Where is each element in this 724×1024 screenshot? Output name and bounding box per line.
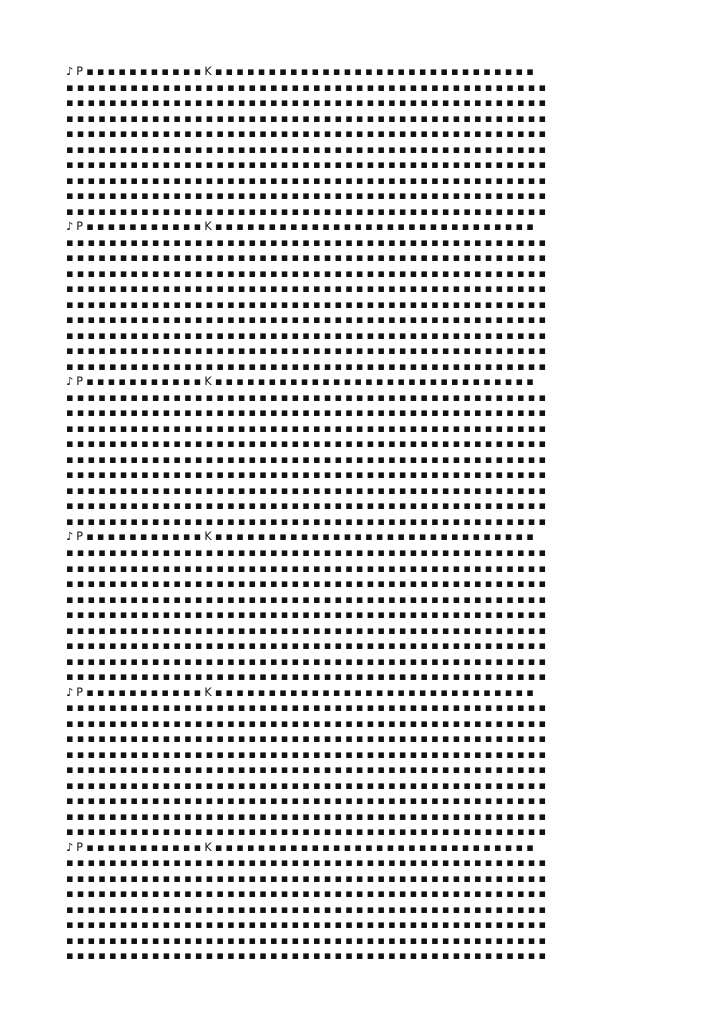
text-line: ▪ ▪ ▪ ▪ ▪ ▪ ▪ ▪ ▪ ▪ ▪ ▪ ▪ ▪ ▪ ▪ ▪ ▪ ▪ ▪ ▪ ▪ ▪ ▪ ▪ ▪ ▪ ▪ ▪ ▪ ▪ ▪ ▪ ▪ ▪ ▪ ▪ ▪ ▪ ▪ ▪ ▪ ▪ ▪ ▪: [66, 778, 546, 792]
text-line: ▪ ▪ ▪ ▪ ▪ ▪ ▪ ▪ ▪ ▪ ▪ ▪ ▪ ▪ ▪ ▪ ▪ ▪ ▪ ▪ ▪ ▪ ▪ ▪ ▪ ▪ ▪ ▪ ▪ ▪ ▪ ▪ ▪ ▪ ▪ ▪ ▪ ▪ ▪ ▪ ▪ ▪ ▪ ▪ ▪: [66, 235, 546, 249]
text-line: ▪ ▪ ▪ ▪ ▪ ▪ ▪ ▪ ▪ ▪ ▪ ▪ ▪ ▪ ▪ ▪ ▪ ▪ ▪ ▪ ▪ ▪ ▪ ▪ ▪ ▪ ▪ ▪ ▪ ▪ ▪ ▪ ▪ ▪ ▪ ▪ ▪ ▪ ▪ ▪ ▪ ▪ ▪ ▪ ▪: [66, 608, 546, 622]
text-line: ▪ ▪ ▪ ▪ ▪ ▪ ▪ ▪ ▪ ▪ ▪ ▪ ▪ ▪ ▪ ▪ ▪ ▪ ▪ ▪ ▪ ▪ ▪ ▪ ▪ ▪ ▪ ▪ ▪ ▪ ▪ ▪ ▪ ▪ ▪ ▪ ▪ ▪ ▪ ▪ ▪ ▪ ▪ ▪ ▪: [66, 809, 546, 823]
text-line: ▪ ▪ ▪ ▪ ▪ ▪ ▪ ▪ ▪ ▪ ▪ ▪ ▪ ▪ ▪ ▪ ▪ ▪ ▪ ▪ ▪ ▪ ▪ ▪ ▪ ▪ ▪ ▪ ▪ ▪ ▪ ▪ ▪ ▪ ▪ ▪ ▪ ▪ ▪ ▪ ▪ ▪ ▪ ▪ ▪: [66, 701, 546, 715]
text-line: ▪ ▪ ▪ ▪ ▪ ▪ ▪ ▪ ▪ ▪ ▪ ▪ ▪ ▪ ▪ ▪ ▪ ▪ ▪ ▪ ▪ ▪ ▪ ▪ ▪ ▪ ▪ ▪ ▪ ▪ ▪ ▪ ▪ ▪ ▪ ▪ ▪ ▪ ▪ ▪ ▪ ▪ ▪ ▪ ▪: [66, 499, 546, 513]
text-line: ▪ ▪ ▪ ▪ ▪ ▪ ▪ ▪ ▪ ▪ ▪ ▪ ▪ ▪ ▪ ▪ ▪ ▪ ▪ ▪ ▪ ▪ ▪ ▪ ▪ ▪ ▪ ▪ ▪ ▪ ▪ ▪ ▪ ▪ ▪ ▪ ▪ ▪ ▪ ▪ ▪ ▪ ▪ ▪ ▪: [66, 763, 546, 777]
text-line: ▪ ▪ ▪ ▪ ▪ ▪ ▪ ▪ ▪ ▪ ▪ ▪ ▪ ▪ ▪ ▪ ▪ ▪ ▪ ▪ ▪ ▪ ▪ ▪ ▪ ▪ ▪ ▪ ▪ ▪ ▪ ▪ ▪ ▪ ▪ ▪ ▪ ▪ ▪ ▪ ▪ ▪ ▪ ▪ ▪: [66, 794, 546, 808]
text-line: ▪ ▪ ▪ ▪ ▪ ▪ ▪ ▪ ▪ ▪ ▪ ▪ ▪ ▪ ▪ ▪ ▪ ▪ ▪ ▪ ▪ ▪ ▪ ▪ ▪ ▪ ▪ ▪ ▪ ▪ ▪ ▪ ▪ ▪ ▪ ▪ ▪ ▪ ▪ ▪ ▪ ▪ ▪ ▪ ▪: [66, 421, 546, 435]
text-line: ▪ ▪ ▪ ▪ ▪ ▪ ▪ ▪ ▪ ▪ ▪ ▪ ▪ ▪ ▪ ▪ ▪ ▪ ▪ ▪ ▪ ▪ ▪ ▪ ▪ ▪ ▪ ▪ ▪ ▪ ▪ ▪ ▪ ▪ ▪ ▪ ▪ ▪ ▪ ▪ ▪ ▪ ▪ ▪ ▪: [66, 856, 546, 870]
text-line: ▪ ▪ ▪ ▪ ▪ ▪ ▪ ▪ ▪ ▪ ▪ ▪ ▪ ▪ ▪ ▪ ▪ ▪ ▪ ▪ ▪ ▪ ▪ ▪ ▪ ▪ ▪ ▪ ▪ ▪ ▪ ▪ ▪ ▪ ▪ ▪ ▪ ▪ ▪ ▪ ▪ ▪ ▪ ▪ ▪: [66, 732, 546, 746]
garbled-text-block: [66, 64, 662, 964]
text-line: ▪ ▪ ▪ ▪ ▪ ▪ ▪ ▪ ▪ ▪ ▪ ▪ ▪ ▪ ▪ ▪ ▪ ▪ ▪ ▪ ▪ ▪ ▪ ▪ ▪ ▪ ▪ ▪ ▪ ▪ ▪ ▪ ▪ ▪ ▪ ▪ ▪ ▪ ▪ ▪ ▪ ▪ ▪ ▪ ▪: [66, 390, 546, 404]
text-line: ▪ ▪ ▪ ▪ ▪ ▪ ▪ ▪ ▪ ▪ ▪ ▪ ▪ ▪ ▪ ▪ ▪ ▪ ▪ ▪ ▪ ▪ ▪ ▪ ▪ ▪ ▪ ▪ ▪ ▪ ▪ ▪ ▪ ▪ ▪ ▪ ▪ ▪ ▪ ▪ ▪ ▪ ▪ ▪ ▪: [66, 716, 546, 730]
text-line: ▪ ▪ ▪ ▪ ▪ ▪ ▪ ▪ ▪ ▪ ▪ ▪ ▪ ▪ ▪ ▪ ▪ ▪ ▪ ▪ ▪ ▪ ▪ ▪ ▪ ▪ ▪ ▪ ▪ ▪ ▪ ▪ ▪ ▪ ▪ ▪ ▪ ▪ ▪ ▪ ▪ ▪ ▪ ▪ ▪: [66, 173, 546, 187]
text-line: ▪ ▪ ▪ ▪ ▪ ▪ ▪ ▪ ▪ ▪ ▪ ▪ ▪ ▪ ▪ ▪ ▪ ▪ ▪ ▪ ▪ ▪ ▪ ▪ ▪ ▪ ▪ ▪ ▪ ▪ ▪ ▪ ▪ ▪ ▪ ▪ ▪ ▪ ▪ ▪ ▪ ▪ ▪ ▪ ▪: [66, 483, 546, 497]
text-line: ▪ ▪ ▪ ▪ ▪ ▪ ▪ ▪ ▪ ▪ ▪ ▪ ▪ ▪ ▪ ▪ ▪ ▪ ▪ ▪ ▪ ▪ ▪ ▪ ▪ ▪ ▪ ▪ ▪ ▪ ▪ ▪ ▪ ▪ ▪ ▪ ▪ ▪ ▪ ▪ ▪ ▪ ▪ ▪ ▪: [66, 949, 546, 963]
text-line: ▪ ▪ ▪ ▪ ▪ ▪ ▪ ▪ ▪ ▪ ▪ ▪ ▪ ▪ ▪ ▪ ▪ ▪ ▪ ▪ ▪ ▪ ▪ ▪ ▪ ▪ ▪ ▪ ▪ ▪ ▪ ▪ ▪ ▪ ▪ ▪ ▪ ▪ ▪ ▪ ▪ ▪ ▪ ▪ ▪: [66, 825, 546, 839]
text-line: ▪ ▪ ▪ ▪ ▪ ▪ ▪ ▪ ▪ ▪ ▪ ▪ ▪ ▪ ▪ ▪ ▪ ▪ ▪ ▪ ▪ ▪ ▪ ▪ ▪ ▪ ▪ ▪ ▪ ▪ ▪ ▪ ▪ ▪ ▪ ▪ ▪ ▪ ▪ ▪ ▪ ▪ ▪ ▪ ▪: [66, 654, 546, 668]
text-line: ▪ ▪ ▪ ▪ ▪ ▪ ▪ ▪ ▪ ▪ ▪ ▪ ▪ ▪ ▪ ▪ ▪ ▪ ▪ ▪ ▪ ▪ ▪ ▪ ▪ ▪ ▪ ▪ ▪ ▪ ▪ ▪ ▪ ▪ ▪ ▪ ▪ ▪ ▪ ▪ ▪ ▪ ▪ ▪ ▪: [66, 344, 546, 358]
text-line: ▪ ▪ ▪ ▪ ▪ ▪ ▪ ▪ ▪ ▪ ▪ ▪ ▪ ▪ ▪ ▪ ▪ ▪ ▪ ▪ ▪ ▪ ▪ ▪ ▪ ▪ ▪ ▪ ▪ ▪ ▪ ▪ ▪ ▪ ▪ ▪ ▪ ▪ ▪ ▪ ▪ ▪ ▪ ▪ ▪: [66, 902, 546, 916]
text-line: ▪ ▪ ▪ ▪ ▪ ▪ ▪ ▪ ▪ ▪ ▪ ▪ ▪ ▪ ▪ ▪ ▪ ▪ ▪ ▪ ▪ ▪ ▪ ▪ ▪ ▪ ▪ ▪ ▪ ▪ ▪ ▪ ▪ ▪ ▪ ▪ ▪ ▪ ▪ ▪ ▪ ▪ ▪ ▪ ▪: [66, 158, 546, 172]
text-line: ▪ ▪ ▪ ▪ ▪ ▪ ▪ ▪ ▪ ▪ ▪ ▪ ▪ ▪ ▪ ▪ ▪ ▪ ▪ ▪ ▪ ▪ ▪ ▪ ▪ ▪ ▪ ▪ ▪ ▪ ▪ ▪ ▪ ▪ ▪ ▪ ▪ ▪ ▪ ▪ ▪ ▪ ▪ ▪ ▪: [66, 468, 546, 482]
text-line: ▪ ▪ ▪ ▪ ▪ ▪ ▪ ▪ ▪ ▪ ▪ ▪ ▪ ▪ ▪ ▪ ▪ ▪ ▪ ▪ ▪ ▪ ▪ ▪ ▪ ▪ ▪ ▪ ▪ ▪ ▪ ▪ ▪ ▪ ▪ ▪ ▪ ▪ ▪ ▪ ▪ ▪ ▪ ▪ ▪: [66, 359, 546, 373]
text-line: ♪ P ▪ ▪ ▪ ▪ ▪ ▪ ▪ ▪ ▪ ▪ ▪ K ▪ ▪ ▪ ▪ ▪ ▪ ▪ ▪ ▪ ▪ ▪ ▪ ▪ ▪ ▪ ▪ ▪ ▪ ▪ ▪ ▪ ▪ ▪ ▪ ▪ ▪ ▪ ▪ ▪ ▪: [66, 375, 534, 389]
text-line: ▪ ▪ ▪ ▪ ▪ ▪ ▪ ▪ ▪ ▪ ▪ ▪ ▪ ▪ ▪ ▪ ▪ ▪ ▪ ▪ ▪ ▪ ▪ ▪ ▪ ▪ ▪ ▪ ▪ ▪ ▪ ▪ ▪ ▪ ▪ ▪ ▪ ▪ ▪ ▪ ▪ ▪ ▪ ▪ ▪: [66, 406, 546, 420]
text-line: ▪ ▪ ▪ ▪ ▪ ▪ ▪ ▪ ▪ ▪ ▪ ▪ ▪ ▪ ▪ ▪ ▪ ▪ ▪ ▪ ▪ ▪ ▪ ▪ ▪ ▪ ▪ ▪ ▪ ▪ ▪ ▪ ▪ ▪ ▪ ▪ ▪ ▪ ▪ ▪ ▪ ▪ ▪ ▪ ▪: [66, 592, 546, 606]
text-line: ▪ ▪ ▪ ▪ ▪ ▪ ▪ ▪ ▪ ▪ ▪ ▪ ▪ ▪ ▪ ▪ ▪ ▪ ▪ ▪ ▪ ▪ ▪ ▪ ▪ ▪ ▪ ▪ ▪ ▪ ▪ ▪ ▪ ▪ ▪ ▪ ▪ ▪ ▪ ▪ ▪ ▪ ▪ ▪ ▪: [66, 545, 546, 559]
text-line: ▪ ▪ ▪ ▪ ▪ ▪ ▪ ▪ ▪ ▪ ▪ ▪ ▪ ▪ ▪ ▪ ▪ ▪ ▪ ▪ ▪ ▪ ▪ ▪ ▪ ▪ ▪ ▪ ▪ ▪ ▪ ▪ ▪ ▪ ▪ ▪ ▪ ▪ ▪ ▪ ▪ ▪ ▪ ▪ ▪: [66, 871, 546, 885]
text-line: ▪ ▪ ▪ ▪ ▪ ▪ ▪ ▪ ▪ ▪ ▪ ▪ ▪ ▪ ▪ ▪ ▪ ▪ ▪ ▪ ▪ ▪ ▪ ▪ ▪ ▪ ▪ ▪ ▪ ▪ ▪ ▪ ▪ ▪ ▪ ▪ ▪ ▪ ▪ ▪ ▪ ▪ ▪ ▪ ▪: [66, 142, 546, 156]
text-line: ▪ ▪ ▪ ▪ ▪ ▪ ▪ ▪ ▪ ▪ ▪ ▪ ▪ ▪ ▪ ▪ ▪ ▪ ▪ ▪ ▪ ▪ ▪ ▪ ▪ ▪ ▪ ▪ ▪ ▪ ▪ ▪ ▪ ▪ ▪ ▪ ▪ ▪ ▪ ▪ ▪ ▪ ▪ ▪ ▪: [66, 297, 546, 311]
text-line: ▪ ▪ ▪ ▪ ▪ ▪ ▪ ▪ ▪ ▪ ▪ ▪ ▪ ▪ ▪ ▪ ▪ ▪ ▪ ▪ ▪ ▪ ▪ ▪ ▪ ▪ ▪ ▪ ▪ ▪ ▪ ▪ ▪ ▪ ▪ ▪ ▪ ▪ ▪ ▪ ▪ ▪ ▪ ▪ ▪: [66, 933, 546, 947]
text-line: ▪ ▪ ▪ ▪ ▪ ▪ ▪ ▪ ▪ ▪ ▪ ▪ ▪ ▪ ▪ ▪ ▪ ▪ ▪ ▪ ▪ ▪ ▪ ▪ ▪ ▪ ▪ ▪ ▪ ▪ ▪ ▪ ▪ ▪ ▪ ▪ ▪ ▪ ▪ ▪ ▪ ▪ ▪ ▪ ▪: [66, 452, 546, 466]
text-line: ▪ ▪ ▪ ▪ ▪ ▪ ▪ ▪ ▪ ▪ ▪ ▪ ▪ ▪ ▪ ▪ ▪ ▪ ▪ ▪ ▪ ▪ ▪ ▪ ▪ ▪ ▪ ▪ ▪ ▪ ▪ ▪ ▪ ▪ ▪ ▪ ▪ ▪ ▪ ▪ ▪ ▪ ▪ ▪ ▪: [66, 80, 546, 94]
text-line: ▪ ▪ ▪ ▪ ▪ ▪ ▪ ▪ ▪ ▪ ▪ ▪ ▪ ▪ ▪ ▪ ▪ ▪ ▪ ▪ ▪ ▪ ▪ ▪ ▪ ▪ ▪ ▪ ▪ ▪ ▪ ▪ ▪ ▪ ▪ ▪ ▪ ▪ ▪ ▪ ▪ ▪ ▪ ▪ ▪: [66, 251, 546, 265]
text-line: ▪ ▪ ▪ ▪ ▪ ▪ ▪ ▪ ▪ ▪ ▪ ▪ ▪ ▪ ▪ ▪ ▪ ▪ ▪ ▪ ▪ ▪ ▪ ▪ ▪ ▪ ▪ ▪ ▪ ▪ ▪ ▪ ▪ ▪ ▪ ▪ ▪ ▪ ▪ ▪ ▪ ▪ ▪ ▪ ▪: [66, 577, 546, 591]
text-line: ▪ ▪ ▪ ▪ ▪ ▪ ▪ ▪ ▪ ▪ ▪ ▪ ▪ ▪ ▪ ▪ ▪ ▪ ▪ ▪ ▪ ▪ ▪ ▪ ▪ ▪ ▪ ▪ ▪ ▪ ▪ ▪ ▪ ▪ ▪ ▪ ▪ ▪ ▪ ▪ ▪ ▪ ▪ ▪ ▪: [66, 96, 546, 110]
text-line: ▪ ▪ ▪ ▪ ▪ ▪ ▪ ▪ ▪ ▪ ▪ ▪ ▪ ▪ ▪ ▪ ▪ ▪ ▪ ▪ ▪ ▪ ▪ ▪ ▪ ▪ ▪ ▪ ▪ ▪ ▪ ▪ ▪ ▪ ▪ ▪ ▪ ▪ ▪ ▪ ▪ ▪ ▪ ▪ ▪: [66, 623, 546, 637]
text-line: ▪ ▪ ▪ ▪ ▪ ▪ ▪ ▪ ▪ ▪ ▪ ▪ ▪ ▪ ▪ ▪ ▪ ▪ ▪ ▪ ▪ ▪ ▪ ▪ ▪ ▪ ▪ ▪ ▪ ▪ ▪ ▪ ▪ ▪ ▪ ▪ ▪ ▪ ▪ ▪ ▪ ▪ ▪ ▪ ▪: [66, 313, 546, 327]
text-line: ▪ ▪ ▪ ▪ ▪ ▪ ▪ ▪ ▪ ▪ ▪ ▪ ▪ ▪ ▪ ▪ ▪ ▪ ▪ ▪ ▪ ▪ ▪ ▪ ▪ ▪ ▪ ▪ ▪ ▪ ▪ ▪ ▪ ▪ ▪ ▪ ▪ ▪ ▪ ▪ ▪ ▪ ▪ ▪ ▪: [66, 266, 546, 280]
text-line: ▪ ▪ ▪ ▪ ▪ ▪ ▪ ▪ ▪ ▪ ▪ ▪ ▪ ▪ ▪ ▪ ▪ ▪ ▪ ▪ ▪ ▪ ▪ ▪ ▪ ▪ ▪ ▪ ▪ ▪ ▪ ▪ ▪ ▪ ▪ ▪ ▪ ▪ ▪ ▪ ▪ ▪ ▪ ▪ ▪: [66, 189, 546, 203]
text-line: ▪ ▪ ▪ ▪ ▪ ▪ ▪ ▪ ▪ ▪ ▪ ▪ ▪ ▪ ▪ ▪ ▪ ▪ ▪ ▪ ▪ ▪ ▪ ▪ ▪ ▪ ▪ ▪ ▪ ▪ ▪ ▪ ▪ ▪ ▪ ▪ ▪ ▪ ▪ ▪ ▪ ▪ ▪ ▪ ▪: [66, 282, 546, 296]
text-line: ▪ ▪ ▪ ▪ ▪ ▪ ▪ ▪ ▪ ▪ ▪ ▪ ▪ ▪ ▪ ▪ ▪ ▪ ▪ ▪ ▪ ▪ ▪ ▪ ▪ ▪ ▪ ▪ ▪ ▪ ▪ ▪ ▪ ▪ ▪ ▪ ▪ ▪ ▪ ▪ ▪ ▪ ▪ ▪ ▪: [66, 747, 546, 761]
text-line: ▪ ▪ ▪ ▪ ▪ ▪ ▪ ▪ ▪ ▪ ▪ ▪ ▪ ▪ ▪ ▪ ▪ ▪ ▪ ▪ ▪ ▪ ▪ ▪ ▪ ▪ ▪ ▪ ▪ ▪ ▪ ▪ ▪ ▪ ▪ ▪ ▪ ▪ ▪ ▪ ▪ ▪ ▪ ▪ ▪: [66, 514, 546, 528]
text-line: ♪ P ▪ ▪ ▪ ▪ ▪ ▪ ▪ ▪ ▪ ▪ ▪ K ▪ ▪ ▪ ▪ ▪ ▪ ▪ ▪ ▪ ▪ ▪ ▪ ▪ ▪ ▪ ▪ ▪ ▪ ▪ ▪ ▪ ▪ ▪ ▪ ▪ ▪ ▪ ▪ ▪ ▪: [66, 685, 534, 699]
text-line: ♪ P ▪ ▪ ▪ ▪ ▪ ▪ ▪ ▪ ▪ ▪ ▪ K ▪ ▪ ▪ ▪ ▪ ▪ ▪ ▪ ▪ ▪ ▪ ▪ ▪ ▪ ▪ ▪ ▪ ▪ ▪ ▪ ▪ ▪ ▪ ▪ ▪ ▪ ▪ ▪ ▪ ▪: [66, 840, 534, 854]
text-line: ▪ ▪ ▪ ▪ ▪ ▪ ▪ ▪ ▪ ▪ ▪ ▪ ▪ ▪ ▪ ▪ ▪ ▪ ▪ ▪ ▪ ▪ ▪ ▪ ▪ ▪ ▪ ▪ ▪ ▪ ▪ ▪ ▪ ▪ ▪ ▪ ▪ ▪ ▪ ▪ ▪ ▪ ▪ ▪ ▪: [66, 639, 546, 653]
text-line: ▪ ▪ ▪ ▪ ▪ ▪ ▪ ▪ ▪ ▪ ▪ ▪ ▪ ▪ ▪ ▪ ▪ ▪ ▪ ▪ ▪ ▪ ▪ ▪ ▪ ▪ ▪ ▪ ▪ ▪ ▪ ▪ ▪ ▪ ▪ ▪ ▪ ▪ ▪ ▪ ▪ ▪ ▪ ▪ ▪: [66, 328, 546, 342]
text-line: ▪ ▪ ▪ ▪ ▪ ▪ ▪ ▪ ▪ ▪ ▪ ▪ ▪ ▪ ▪ ▪ ▪ ▪ ▪ ▪ ▪ ▪ ▪ ▪ ▪ ▪ ▪ ▪ ▪ ▪ ▪ ▪ ▪ ▪ ▪ ▪ ▪ ▪ ▪ ▪ ▪ ▪ ▪ ▪ ▪: [66, 918, 546, 932]
text-line: ▪ ▪ ▪ ▪ ▪ ▪ ▪ ▪ ▪ ▪ ▪ ▪ ▪ ▪ ▪ ▪ ▪ ▪ ▪ ▪ ▪ ▪ ▪ ▪ ▪ ▪ ▪ ▪ ▪ ▪ ▪ ▪ ▪ ▪ ▪ ▪ ▪ ▪ ▪ ▪ ▪ ▪ ▪ ▪ ▪: [66, 437, 546, 451]
text-line: ▪ ▪ ▪ ▪ ▪ ▪ ▪ ▪ ▪ ▪ ▪ ▪ ▪ ▪ ▪ ▪ ▪ ▪ ▪ ▪ ▪ ▪ ▪ ▪ ▪ ▪ ▪ ▪ ▪ ▪ ▪ ▪ ▪ ▪ ▪ ▪ ▪ ▪ ▪ ▪ ▪ ▪ ▪ ▪ ▪: [66, 204, 546, 218]
text-line: ▪ ▪ ▪ ▪ ▪ ▪ ▪ ▪ ▪ ▪ ▪ ▪ ▪ ▪ ▪ ▪ ▪ ▪ ▪ ▪ ▪ ▪ ▪ ▪ ▪ ▪ ▪ ▪ ▪ ▪ ▪ ▪ ▪ ▪ ▪ ▪ ▪ ▪ ▪ ▪ ▪ ▪ ▪ ▪ ▪: [66, 670, 546, 684]
text-line: ▪ ▪ ▪ ▪ ▪ ▪ ▪ ▪ ▪ ▪ ▪ ▪ ▪ ▪ ▪ ▪ ▪ ▪ ▪ ▪ ▪ ▪ ▪ ▪ ▪ ▪ ▪ ▪ ▪ ▪ ▪ ▪ ▪ ▪ ▪ ▪ ▪ ▪ ▪ ▪ ▪ ▪ ▪ ▪ ▪: [66, 127, 546, 141]
text-line: ♪ P ▪ ▪ ▪ ▪ ▪ ▪ ▪ ▪ ▪ ▪ ▪ K ▪ ▪ ▪ ▪ ▪ ▪ ▪ ▪ ▪ ▪ ▪ ▪ ▪ ▪ ▪ ▪ ▪ ▪ ▪ ▪ ▪ ▪ ▪ ▪ ▪ ▪ ▪ ▪ ▪ ▪: [66, 530, 534, 544]
text-line: ▪ ▪ ▪ ▪ ▪ ▪ ▪ ▪ ▪ ▪ ▪ ▪ ▪ ▪ ▪ ▪ ▪ ▪ ▪ ▪ ▪ ▪ ▪ ▪ ▪ ▪ ▪ ▪ ▪ ▪ ▪ ▪ ▪ ▪ ▪ ▪ ▪ ▪ ▪ ▪ ▪ ▪ ▪ ▪ ▪: [66, 887, 546, 901]
text-line: ▪ ▪ ▪ ▪ ▪ ▪ ▪ ▪ ▪ ▪ ▪ ▪ ▪ ▪ ▪ ▪ ▪ ▪ ▪ ▪ ▪ ▪ ▪ ▪ ▪ ▪ ▪ ▪ ▪ ▪ ▪ ▪ ▪ ▪ ▪ ▪ ▪ ▪ ▪ ▪ ▪ ▪ ▪ ▪ ▪: [66, 111, 546, 125]
text-line: ♪ P ▪ ▪ ▪ ▪ ▪ ▪ ▪ ▪ ▪ ▪ ▪ K ▪ ▪ ▪ ▪ ▪ ▪ ▪ ▪ ▪ ▪ ▪ ▪ ▪ ▪ ▪ ▪ ▪ ▪ ▪ ▪ ▪ ▪ ▪ ▪ ▪ ▪ ▪ ▪ ▪ ▪: [66, 220, 534, 234]
text-line: ♪ P ▪ ▪ ▪ ▪ ▪ ▪ ▪ ▪ ▪ ▪ ▪ K ▪ ▪ ▪ ▪ ▪ ▪ ▪ ▪ ▪ ▪ ▪ ▪ ▪ ▪ ▪ ▪ ▪ ▪ ▪ ▪ ▪ ▪ ▪ ▪ ▪ ▪ ▪ ▪ ▪ ▪: [66, 65, 534, 78]
text-line: ▪ ▪ ▪ ▪ ▪ ▪ ▪ ▪ ▪ ▪ ▪ ▪ ▪ ▪ ▪ ▪ ▪ ▪ ▪ ▪ ▪ ▪ ▪ ▪ ▪ ▪ ▪ ▪ ▪ ▪ ▪ ▪ ▪ ▪ ▪ ▪ ▪ ▪ ▪ ▪ ▪ ▪ ▪ ▪ ▪: [66, 561, 546, 575]
